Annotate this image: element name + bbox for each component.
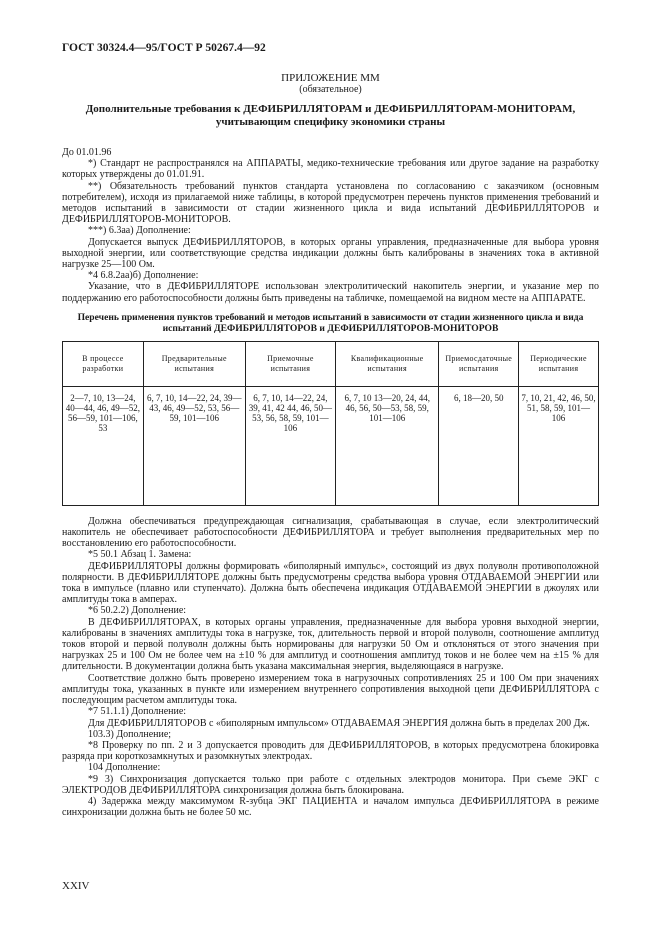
table-title: Перечень применения пунктов требований и методов испытаний в зависимости от стадии жизненного цикла и вида испытаний ДЕФИБРИЛЛЯТОРОВ и ДЕФИБРИЛЛЯТОРОВ-МОНИТОРОВ (77, 311, 584, 334)
test-clauses-table (62, 341, 599, 506)
table-cell: 6, 7, 10, 14—22, 24, 39—43, 46, 49—52, 53, 56—59, 101—106 (143, 386, 245, 505)
paragraph: *) Стандарт не распространялся на АППАРАТЫ, медико-технические требования или другое задание на разработку которых утверждены до 01.01.91. (62, 158, 599, 181)
paragraph: Должна обеспечиваться предупреждающая сигнализация, срабатывающая в случае, если электролитический накопитель не обеспечивает работоспособности ДЕФИБРИЛЛЯТОРА и требует выполнения предварительных мер по восстановлению его работоспособности. (62, 515, 599, 550)
table-header-cell: Квалификационные испытания (335, 341, 438, 386)
paragraph: **) Обязательность требований пунктов стандарта установлена по согласованию с заказчиком (основным потребителем), исходя из прилагаемой ниже таблицы, в которой предусмотрен перечень пунктов применения требований и методов испытаний в зависимости от стадии жизненного цикла и вида испытаний ДЕФИБРИЛЛЯТОРОВ и ДЕФИБРИЛЛЯТОРОВ-МОНИТОРОВ. (62, 180, 599, 226)
paragraph: ДЕФИБРИЛЛЯТОРЫ должны формировать «биполярный импульс», состоящий из двух полуволн противоположной полярности. В ДЕФИБРИЛЛЯТОРЕ должны быть предусмотрены средства выбора уровня ОТДАВАЕМОЙ ЭНЕРГИИ или тока в импульсе (плавно или ступенчато). Должна быть обеспечена индикация ОТДАВАЕМОЙ ЭНЕРГИИ в джоулях или амплитуды тока в амперах. (62, 560, 599, 606)
page-number: XXIV (62, 880, 90, 892)
table-cell: 2—7, 10, 13—24, 40—44, 46, 49—52, 56—59, 101—106, 53 (63, 386, 144, 505)
paragraph: *7 51.1.1) Дополнение: (88, 706, 187, 718)
document-body (62, 147, 599, 818)
document-header: ГОСТ 30324.4—95/ГОСТ Р 50267.4—92 (62, 42, 266, 54)
paragraph: Соответствие должно быть проверено измерением тока в нагрузочных сопротивлениях 25 и 100 Ом при значениях амплитуды тока, указанных в пункте или измерением внутреннего сопротивления выходной цепи ДЕФИБРИЛЛЯТОРА с последующим расчетом амплитуды тока. (62, 672, 599, 707)
appendix-title: ПРИЛОЖЕНИЕ ММ (281, 72, 380, 84)
paragraph: До 01.01.96 (62, 147, 112, 158)
paragraph: 103.3) Дополнение; (88, 728, 172, 740)
paragraph: *6 50.2.2) Дополнение: (88, 605, 187, 617)
paragraph: Указание, что в ДЕФИБРИЛЛЯТОРЕ использован электролитический накопитель энергии, и указание мер по поддержанию его работоспособности должны быть приведены на табличке, помещаемой на видном месте на АППАРАТЕ. (62, 281, 599, 304)
table-cell: 6, 7, 10, 14—22, 24, 39, 41, 42 44, 46, 50—53, 56, 58, 59, 101—106 (245, 386, 335, 505)
paragraph: *9 3) Синхронизация допускается только при работе с отдельных электродов монитора. При съеме ЭКГ с ЭЛЕКТРОДОВ ДЕФИБРИЛЛЯТОРА синхронизация должна быть блокирована. (62, 773, 599, 796)
paragraph: *4 6.8.2аа)б) Дополнение: (88, 270, 199, 282)
table-header-cell: Приемосдаточные испытания (439, 341, 519, 386)
paragraph: В ДЕФИБРИЛЛЯТОРАХ, в которых органы управления, предназначенные для выбора уровня выходной энергии, калиброваны в значениях амплитуды тока в нагрузке, ток, длительность первой и второй полуволн, соотношение амплитуд токов второй и первой полуволн должны быть нормированы для нагрузки 50 Ом и отклоняться от этого значения при нагрузках 25 и 100 Ом не более чем на ±10 % для амплитуд и соотношения амплитуд токов и не более чем на ±15 % для длительности. В документации должна быть указана максимальная энергия, выделяющаяся в нагрузке. (62, 616, 599, 673)
appendix-heading (0, 72, 661, 96)
paragraph: Для ДЕФИБРИЛЛЯТОРОВ с «биполярным импульсом» ОТДАВАЕМАЯ ЭНЕРГИЯ должна быть в пределах 200 Дж. (88, 717, 590, 729)
paragraph: ***) 6.3аа) Дополнение: (88, 225, 191, 237)
table-header-cell: Периодические испытания (519, 341, 599, 386)
table-cell: 6, 18—20, 50 (439, 386, 519, 505)
table-cell: 7, 10, 21, 42, 46, 50, 51, 58, 59, 101—106 (519, 386, 599, 505)
table-row (63, 386, 599, 505)
paragraph: *5 50.1 Абзац 1. Замена: (88, 549, 192, 561)
paragraph: 104 Дополнение: (88, 762, 161, 774)
table-cell: 6, 7, 10 13—20, 24, 44, 46, 56, 50—53, 58, 59, 101—106 (335, 386, 438, 505)
table-header-row (63, 341, 599, 386)
paragraph: Допускается выпуск ДЕФИБРИЛЛЯТОРОВ, в которых органы управления, предназначенные для выбора уровня выходной энергии, или соответствующие средства индикации должны быть калиброваны в значениях тока в активной нагрузке 25—100 Ом. (62, 236, 599, 271)
table-header-cell: В процессе разработки (63, 341, 144, 386)
table-header-cell: Предварительные испытания (143, 341, 245, 386)
paragraph: *8 Проверку по пп. 2 и 3 допускается проводить для ДЕФИБРИЛЛЯТОРОВ, в которых предусмотрена блокировка разряда при короткозамкнутых и разомкнутых электродах. (62, 739, 599, 763)
appendix-subtitle: (обязательное) (299, 84, 362, 95)
paragraph: 4) Задержка между максимумом R-зубца ЭКГ ПАЦИЕНТА и началом импульса ДЕФИБРИЛЛЯТОРА в режиме синхронизации должна быть не более 50 мс. (62, 795, 599, 819)
main-title: Дополнительные требования к ДЕФИБРИЛЛЯТОРАМ и ДЕФИБРИЛЛЯТОРАМ-МОНИТОРАМ, учитывающим специфику экономики страны (85, 103, 576, 128)
table-header-cell: Приемочные испытания (245, 341, 335, 386)
